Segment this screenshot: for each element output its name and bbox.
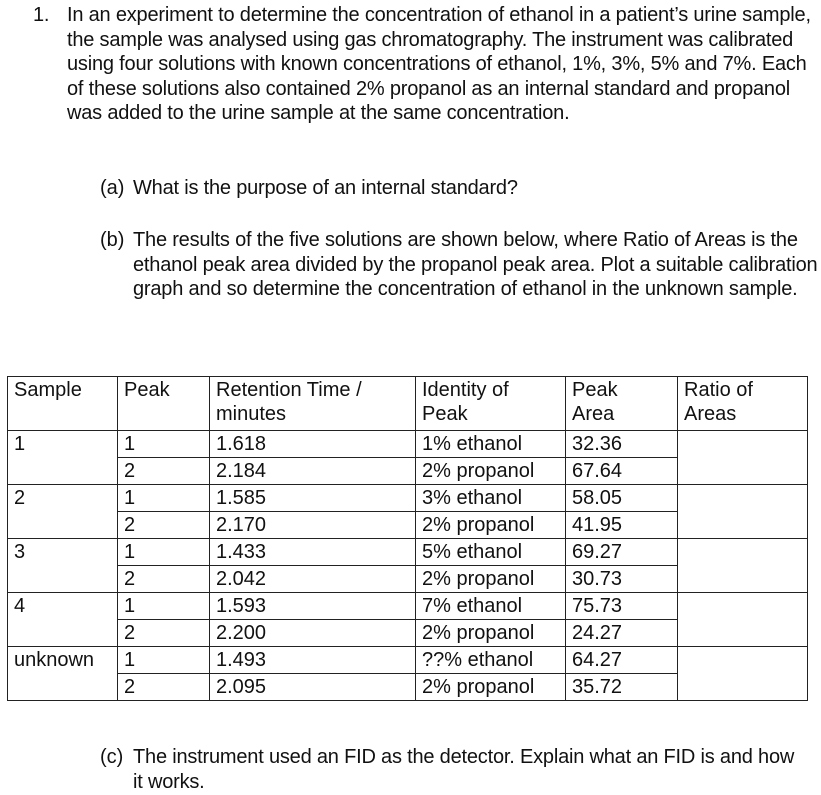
identity-cell: 3% ethanol (416, 485, 566, 512)
peak-cell: 2 (118, 674, 210, 701)
header-peak-area: Peak Area (566, 377, 678, 431)
retention-time-cell: 1.433 (210, 539, 416, 566)
retention-time-cell: 1.585 (210, 485, 416, 512)
peak-area-cell: 64.27 (566, 647, 678, 674)
peak-cell: 1 (118, 539, 210, 566)
table-body (8, 431, 808, 701)
sample-cell: unknown (8, 647, 118, 701)
sample-cell: 2 (8, 485, 118, 539)
identity-cell: 1% ethanol (416, 431, 566, 458)
sample-cell: 1 (8, 431, 118, 485)
header-identity: Identity of Peak (416, 377, 566, 431)
peak-cell: 1 (118, 485, 210, 512)
ratio-cell (678, 431, 808, 485)
peak-area-cell: 30.73 (566, 566, 678, 593)
retention-time-cell: 2.200 (210, 620, 416, 647)
retention-time-cell: 2.095 (210, 674, 416, 701)
retention-time-cell: 1.593 (210, 593, 416, 620)
identity-cell: 2% propanol (416, 674, 566, 701)
peak-cell: 2 (118, 566, 210, 593)
identity-cell: ??% ethanol (416, 647, 566, 674)
retention-time-cell: 2.170 (210, 512, 416, 539)
table-row (8, 647, 808, 674)
identity-cell: 2% propanol (416, 566, 566, 593)
peak-area-cell: 41.95 (566, 512, 678, 539)
peak-cell: 1 (118, 431, 210, 458)
peak-cell: 2 (118, 620, 210, 647)
ratio-cell (678, 485, 808, 539)
results-table (7, 376, 808, 701)
identity-cell: 7% ethanol (416, 593, 566, 620)
header-ratio: Ratio of Areas (678, 377, 808, 431)
table-row (8, 431, 808, 458)
part-c-label: (c) (100, 746, 124, 768)
question-text: In an experiment to determine the concentration of ethanol in a patient’s urine sample, the sample was analysed using gas chromatography. The instrument was calibrated using four solutions with known concentrations of ethanol, 1%, 3%, 5% and 7%. Each of these solutions also contained 2% propanol as an internal standard and propanol was added to the urine sample at the same concentration. (67, 4, 811, 125)
table-row (8, 593, 808, 620)
part-b-label: (b) (100, 229, 125, 251)
retention-time-cell: 2.184 (210, 458, 416, 485)
identity-cell: 2% propanol (416, 458, 566, 485)
part-a-text: What is the purpose of an internal standard? (133, 177, 518, 199)
identity-cell: 2% propanol (416, 512, 566, 539)
peak-area-cell: 69.27 (566, 539, 678, 566)
peak-area-cell: 24.27 (566, 620, 678, 647)
part-a-label: (a) (100, 177, 125, 199)
peak-area-cell: 58.05 (566, 485, 678, 512)
sample-cell: 3 (8, 539, 118, 593)
header-peak: Peak (118, 377, 210, 431)
part-b-text: The results of the five solutions are shown below, where Ratio of Areas is the ethanol peak area divided by the propanol peak area. Plot a suitable calibration graph and so determine the concentration of ethanol in the unknown sample. (133, 229, 818, 301)
header-retention-time: Retention Time / minutes (210, 377, 416, 431)
question-number: 1. (33, 4, 50, 26)
identity-cell: 5% ethanol (416, 539, 566, 566)
table-row (8, 485, 808, 512)
peak-area-cell: 32.36 (566, 431, 678, 458)
part-c-text: The instrument used an FID as the detector. Explain what an FID is and how it works. (133, 746, 795, 793)
peak-cell: 2 (118, 512, 210, 539)
ratio-cell (678, 539, 808, 593)
ratio-cell (678, 647, 808, 701)
table-row (8, 539, 808, 566)
table-header-row (8, 377, 808, 431)
retention-time-cell: 1.618 (210, 431, 416, 458)
peak-cell: 1 (118, 593, 210, 620)
retention-time-cell: 2.042 (210, 566, 416, 593)
identity-cell: 2% propanol (416, 620, 566, 647)
header-sample: Sample (8, 377, 118, 431)
peak-cell: 1 (118, 647, 210, 674)
sample-cell: 4 (8, 593, 118, 647)
ratio-cell (678, 593, 808, 647)
retention-time-cell: 1.493 (210, 647, 416, 674)
peak-area-cell: 67.64 (566, 458, 678, 485)
peak-area-cell: 35.72 (566, 674, 678, 701)
peak-cell: 2 (118, 458, 210, 485)
peak-area-cell: 75.73 (566, 593, 678, 620)
